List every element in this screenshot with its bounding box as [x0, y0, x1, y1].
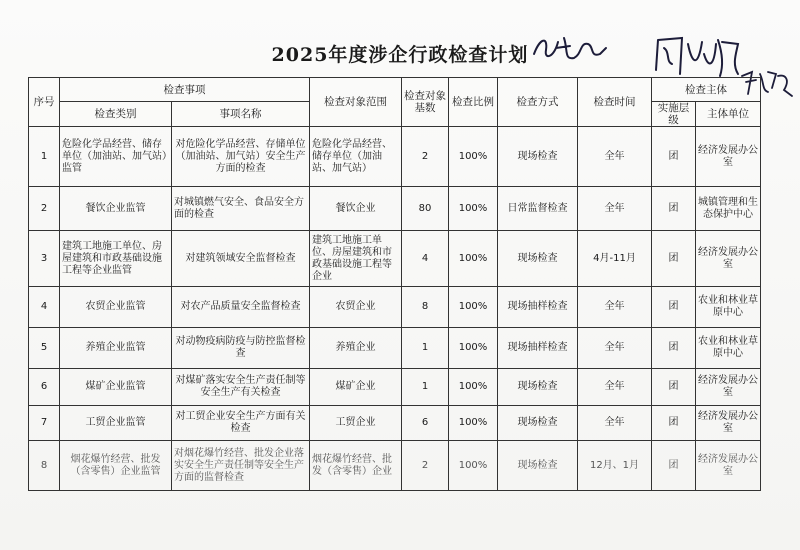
- cell-category: 农贸企业监管: [60, 287, 172, 328]
- cell-seq: 1: [29, 127, 60, 187]
- header-unit: 主体单位: [696, 102, 761, 127]
- cell-base: 6: [402, 406, 449, 441]
- cell-level: 团: [652, 441, 696, 491]
- cell-seq: 7: [29, 406, 60, 441]
- cell-seq: 6: [29, 369, 60, 406]
- cell-level: 团: [652, 187, 696, 231]
- table-row: [29, 406, 761, 441]
- cell-time: 全年: [578, 127, 652, 187]
- cell-level: 团: [652, 231, 696, 287]
- cell-category: 餐饮企业监管: [60, 187, 172, 231]
- table-row: [29, 441, 761, 491]
- cell-time: 全年: [578, 406, 652, 441]
- cell-level: 团: [652, 127, 696, 187]
- cell-method: 现场检查: [498, 369, 578, 406]
- cell-seq: 3: [29, 231, 60, 287]
- cell-item-name: 对工贸企业安全生产方面有关检查: [172, 406, 310, 441]
- cell-method: 现场检查: [498, 127, 578, 187]
- header-level: 实施层级: [652, 102, 696, 127]
- cell-category: 养殖企业监管: [60, 328, 172, 369]
- cell-base: 4: [402, 231, 449, 287]
- header-time: 检查时间: [578, 78, 652, 127]
- header-subject-group: 检查主体: [652, 78, 761, 102]
- cell-base: 1: [402, 328, 449, 369]
- cell-item-name: 对城镇燃气安全、食品安全方面的检查: [172, 187, 310, 231]
- cell-scope: 危险化学品经营、储存单位（加油站、加气站）: [310, 127, 402, 187]
- cell-ratio: 100%: [449, 127, 498, 187]
- cell-base: 1: [402, 369, 449, 406]
- cell-method: 现场抽样检查: [498, 287, 578, 328]
- header-seq: 序号: [29, 78, 60, 127]
- table-row: [29, 187, 761, 231]
- cell-item-name: 对建筑领域安全监督检查: [172, 231, 310, 287]
- cell-ratio: 100%: [449, 441, 498, 491]
- header-item-group: 检查事项: [60, 78, 310, 102]
- cell-ratio: 100%: [449, 287, 498, 328]
- table-row: [29, 369, 761, 406]
- cell-seq: 8: [29, 441, 60, 491]
- cell-unit: 经济发展办公室: [696, 406, 761, 441]
- cell-method: 现场检查: [498, 231, 578, 287]
- cell-item-name: 对农产品质量安全监督检查: [172, 287, 310, 328]
- cell-method: 日常监督检查: [498, 187, 578, 231]
- signature-1: [530, 30, 610, 66]
- cell-base: 2: [402, 127, 449, 187]
- cell-unit: 经济发展办公室: [696, 231, 761, 287]
- cell-level: 团: [652, 406, 696, 441]
- table-row: [29, 127, 761, 187]
- cell-unit: 经济发展办公室: [696, 369, 761, 406]
- cell-time: 全年: [578, 328, 652, 369]
- cell-base: 2: [402, 441, 449, 491]
- cell-seq: 2: [29, 187, 60, 231]
- cell-base: 8: [402, 287, 449, 328]
- header-ratio: 检查比例: [449, 78, 498, 127]
- table-row: [29, 287, 761, 328]
- cell-item-name: 对动物疫病防疫与防控监督检查: [172, 328, 310, 369]
- inspection-plan-table: [28, 77, 761, 491]
- cell-scope: 养殖企业: [310, 328, 402, 369]
- cell-category: 工贸企业监管: [60, 406, 172, 441]
- header-item-name: 事项名称: [172, 102, 310, 127]
- cell-scope: 烟花爆竹经营、批发（含零售）企业: [310, 441, 402, 491]
- cell-method: 现场检查: [498, 406, 578, 441]
- cell-unit: 经济发展办公室: [696, 441, 761, 491]
- table-row: [29, 328, 761, 369]
- cell-scope: 工贸企业: [310, 406, 402, 441]
- cell-time: 全年: [578, 187, 652, 231]
- cell-ratio: 100%: [449, 328, 498, 369]
- cell-scope: 建筑工地施工单位、房屋建筑和市政基础设施工程等企业: [310, 231, 402, 287]
- cell-time: 4月-11月: [578, 231, 652, 287]
- cell-unit: 经济发展办公室: [696, 127, 761, 187]
- cell-seq: 4: [29, 287, 60, 328]
- cell-ratio: 100%: [449, 187, 498, 231]
- header-method: 检查方式: [498, 78, 578, 127]
- cell-method: 现场抽样检查: [498, 328, 578, 369]
- cell-item-name: 对煤矿落实安全生产责任制等安全生产有关检查: [172, 369, 310, 406]
- cell-unit: 农业和林业草原中心: [696, 287, 761, 328]
- cell-category: 煤矿企业监管: [60, 369, 172, 406]
- cell-time: 全年: [578, 369, 652, 406]
- cell-category: 烟花爆竹经营、批发（含零售）企业监管: [60, 441, 172, 491]
- cell-item-name: 对烟花爆竹经营、批发企业落实安全生产责任制等安全生产方面的监督检查: [172, 441, 310, 491]
- cell-level: 团: [652, 369, 696, 406]
- cell-level: 团: [652, 287, 696, 328]
- cell-category: 危险化学品经营、储存单位（加油站、加气站）监管: [60, 127, 172, 187]
- cell-ratio: 100%: [449, 231, 498, 287]
- cell-level: 团: [652, 328, 696, 369]
- header-category: 检查类别: [60, 102, 172, 127]
- cell-unit: 城镇管理和生态保护中心: [696, 187, 761, 231]
- cell-ratio: 100%: [449, 406, 498, 441]
- cell-item-name: 对危险化学品经营、存储单位（加油站、加气站）安全生产方面的检查: [172, 127, 310, 187]
- cell-ratio: 100%: [449, 369, 498, 406]
- cell-scope: 餐饮企业: [310, 187, 402, 231]
- table-row: [29, 231, 761, 287]
- cell-category: 建筑工地施工单位、房屋建筑和市政基础设施工程等企业监管: [60, 231, 172, 287]
- signature-2: [652, 34, 744, 78]
- cell-method: 现场检查: [498, 441, 578, 491]
- cell-scope: 农贸企业: [310, 287, 402, 328]
- cell-base: 80: [402, 187, 449, 231]
- header-base: 检查对象基数: [402, 78, 449, 127]
- cell-time: 12月、1月: [578, 441, 652, 491]
- cell-seq: 5: [29, 328, 60, 369]
- cell-scope: 煤矿企业: [310, 369, 402, 406]
- document-title: 2025年度涉企行政检查计划: [271, 44, 529, 66]
- cell-time: 全年: [578, 287, 652, 328]
- cell-unit: 农业和林业草原中心: [696, 328, 761, 369]
- header-scope: 检查对象范围: [310, 78, 402, 127]
